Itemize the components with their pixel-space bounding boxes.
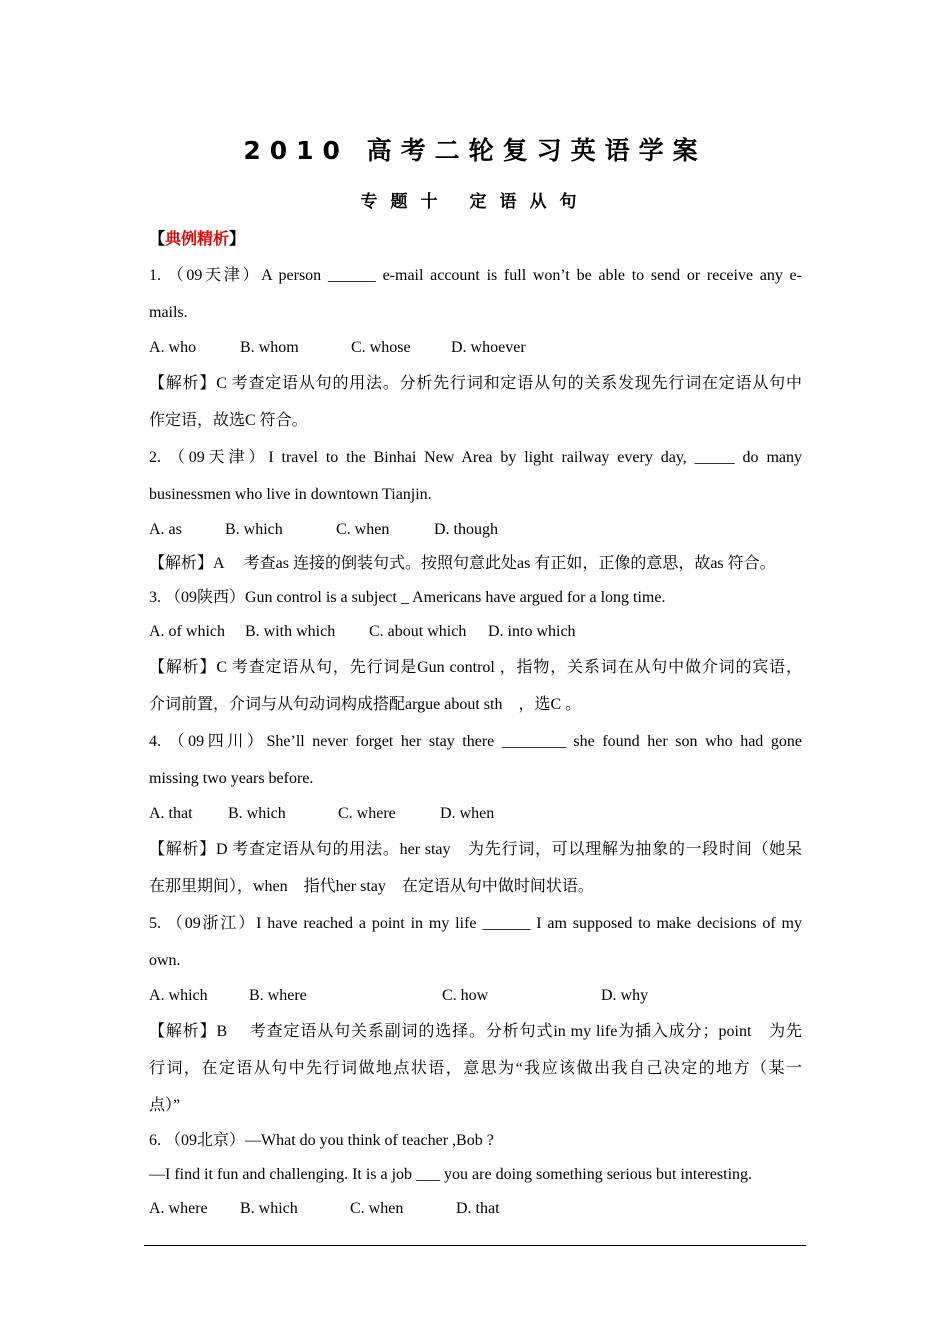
option-b: B. where <box>249 987 307 1004</box>
option-d: D. when <box>440 805 495 822</box>
question-5-analysis: 【解析】B 考查定语从句关系副词的选择。分析句式in my life为插入成分；point 为先 <box>149 1023 802 1040</box>
question-5-stem-cont: own. <box>149 952 181 969</box>
question-6-stem: 6. （09北京）—What do you think of teacher ,Bob ? <box>149 1132 494 1149</box>
question-5-options <box>149 979 802 1013</box>
question-2-stem: 2. （09天津）I travel to the Binhai New Area by light railway every day, _____ do many <box>149 449 802 466</box>
question-4-stem: 4. （09四川）She’ll never forget her stay there ________ she found her son who had gone <box>149 733 802 750</box>
question-4-analysis-cont: 在那里期间），when 指代her stay 在定语从句中做时间状语。 <box>149 878 594 895</box>
question-2-options <box>149 513 802 547</box>
section-heading <box>149 222 802 257</box>
option-c: C. when <box>336 521 390 538</box>
question-4-stem-cont: missing two years before. <box>149 770 314 787</box>
footer-divider <box>144 1245 806 1246</box>
option-c: C. whose <box>351 339 411 356</box>
option-d: D. why <box>601 987 649 1004</box>
section-bracket-close: 】 <box>229 231 246 248</box>
page-subtitle: 专题十 定语从句 <box>360 192 590 212</box>
question-5-analysis-end: 点）” <box>149 1097 181 1114</box>
option-d: D. though <box>434 521 498 538</box>
question-6-stem-cont: —I find it fun and challenging. It is a job ___ you are doing something serious but interesting. <box>149 1166 753 1183</box>
option-b: B. which <box>228 805 286 822</box>
question-1-analysis: 【解析】C 考查定语从句的用法。分析先行词和定语从句的关系发现先行词在定语从句中 <box>149 375 802 392</box>
option-a: A. where <box>149 1200 208 1217</box>
section-bracket-open: 【 <box>149 231 166 248</box>
option-a: A. as <box>149 521 182 538</box>
question-3-options <box>149 615 802 649</box>
question-5-stem: 5. （09浙江）I have reached a point in my life ______ I am supposed to make decisions of my <box>149 915 802 932</box>
option-c: C. when <box>350 1200 404 1217</box>
question-3-analysis-cont: 介词前置，介词与从句动词构成搭配argue about sth ，选C 。 <box>149 696 582 713</box>
document-body <box>149 222 802 1226</box>
question-1-stem: 1. （09天津）A person ______ e-mail account is full won’t be able to send or receive any e- <box>149 267 802 284</box>
question-3-stem: 3. （09陕西）Gun control is a subject _ Americans have argued for a long time. <box>149 589 666 606</box>
option-b: B. which <box>225 521 283 538</box>
option-c: C. about which <box>369 623 467 640</box>
question-1-analysis-cont: 作定语，故选C 符合。 <box>149 412 308 429</box>
option-a: A. which <box>149 987 208 1004</box>
option-d: D. into which <box>488 623 576 640</box>
section-label: 典例精析 <box>165 231 230 248</box>
question-4-options <box>149 797 802 831</box>
question-1-options <box>149 331 802 365</box>
option-a: A. of which <box>149 623 225 640</box>
question-2-analysis: 【解析】A 考查as 连接的倒装句式。按照句意此处as 有正如，正像的意思，故as 符合。 <box>149 555 776 572</box>
page-title: 2010 高考二轮复习英语学案 <box>243 136 707 165</box>
option-b: B. which <box>240 1200 298 1217</box>
option-d: D. that <box>456 1200 500 1217</box>
option-a: A. who <box>149 339 197 356</box>
option-c: C. where <box>338 805 396 822</box>
question-2-stem-cont: businessmen who live in downtown Tianjin. <box>149 486 432 503</box>
option-c: C. how <box>442 987 489 1004</box>
option-b: B. with which <box>245 623 336 640</box>
question-6-options <box>149 1192 802 1226</box>
question-5-analysis-cont: 行词，在定语从句中先行词做地点状语，意思为“我应该做出我自己决定的地方（某一 <box>149 1060 802 1077</box>
option-b: B. whom <box>240 339 299 356</box>
option-a: A. that <box>149 805 193 822</box>
question-3-analysis: 【解析】C 考查定语从句，先行词是Gun control ，指物，关系词在从句中做介词的宾语， <box>149 659 802 676</box>
question-1-stem-cont: mails. <box>149 304 188 321</box>
question-4-analysis: 【解析】D 考查定语从句的用法。her stay 为先行词，可以理解为抽象的一段时间（她呆 <box>149 841 802 858</box>
option-d: D. whoever <box>451 339 526 356</box>
